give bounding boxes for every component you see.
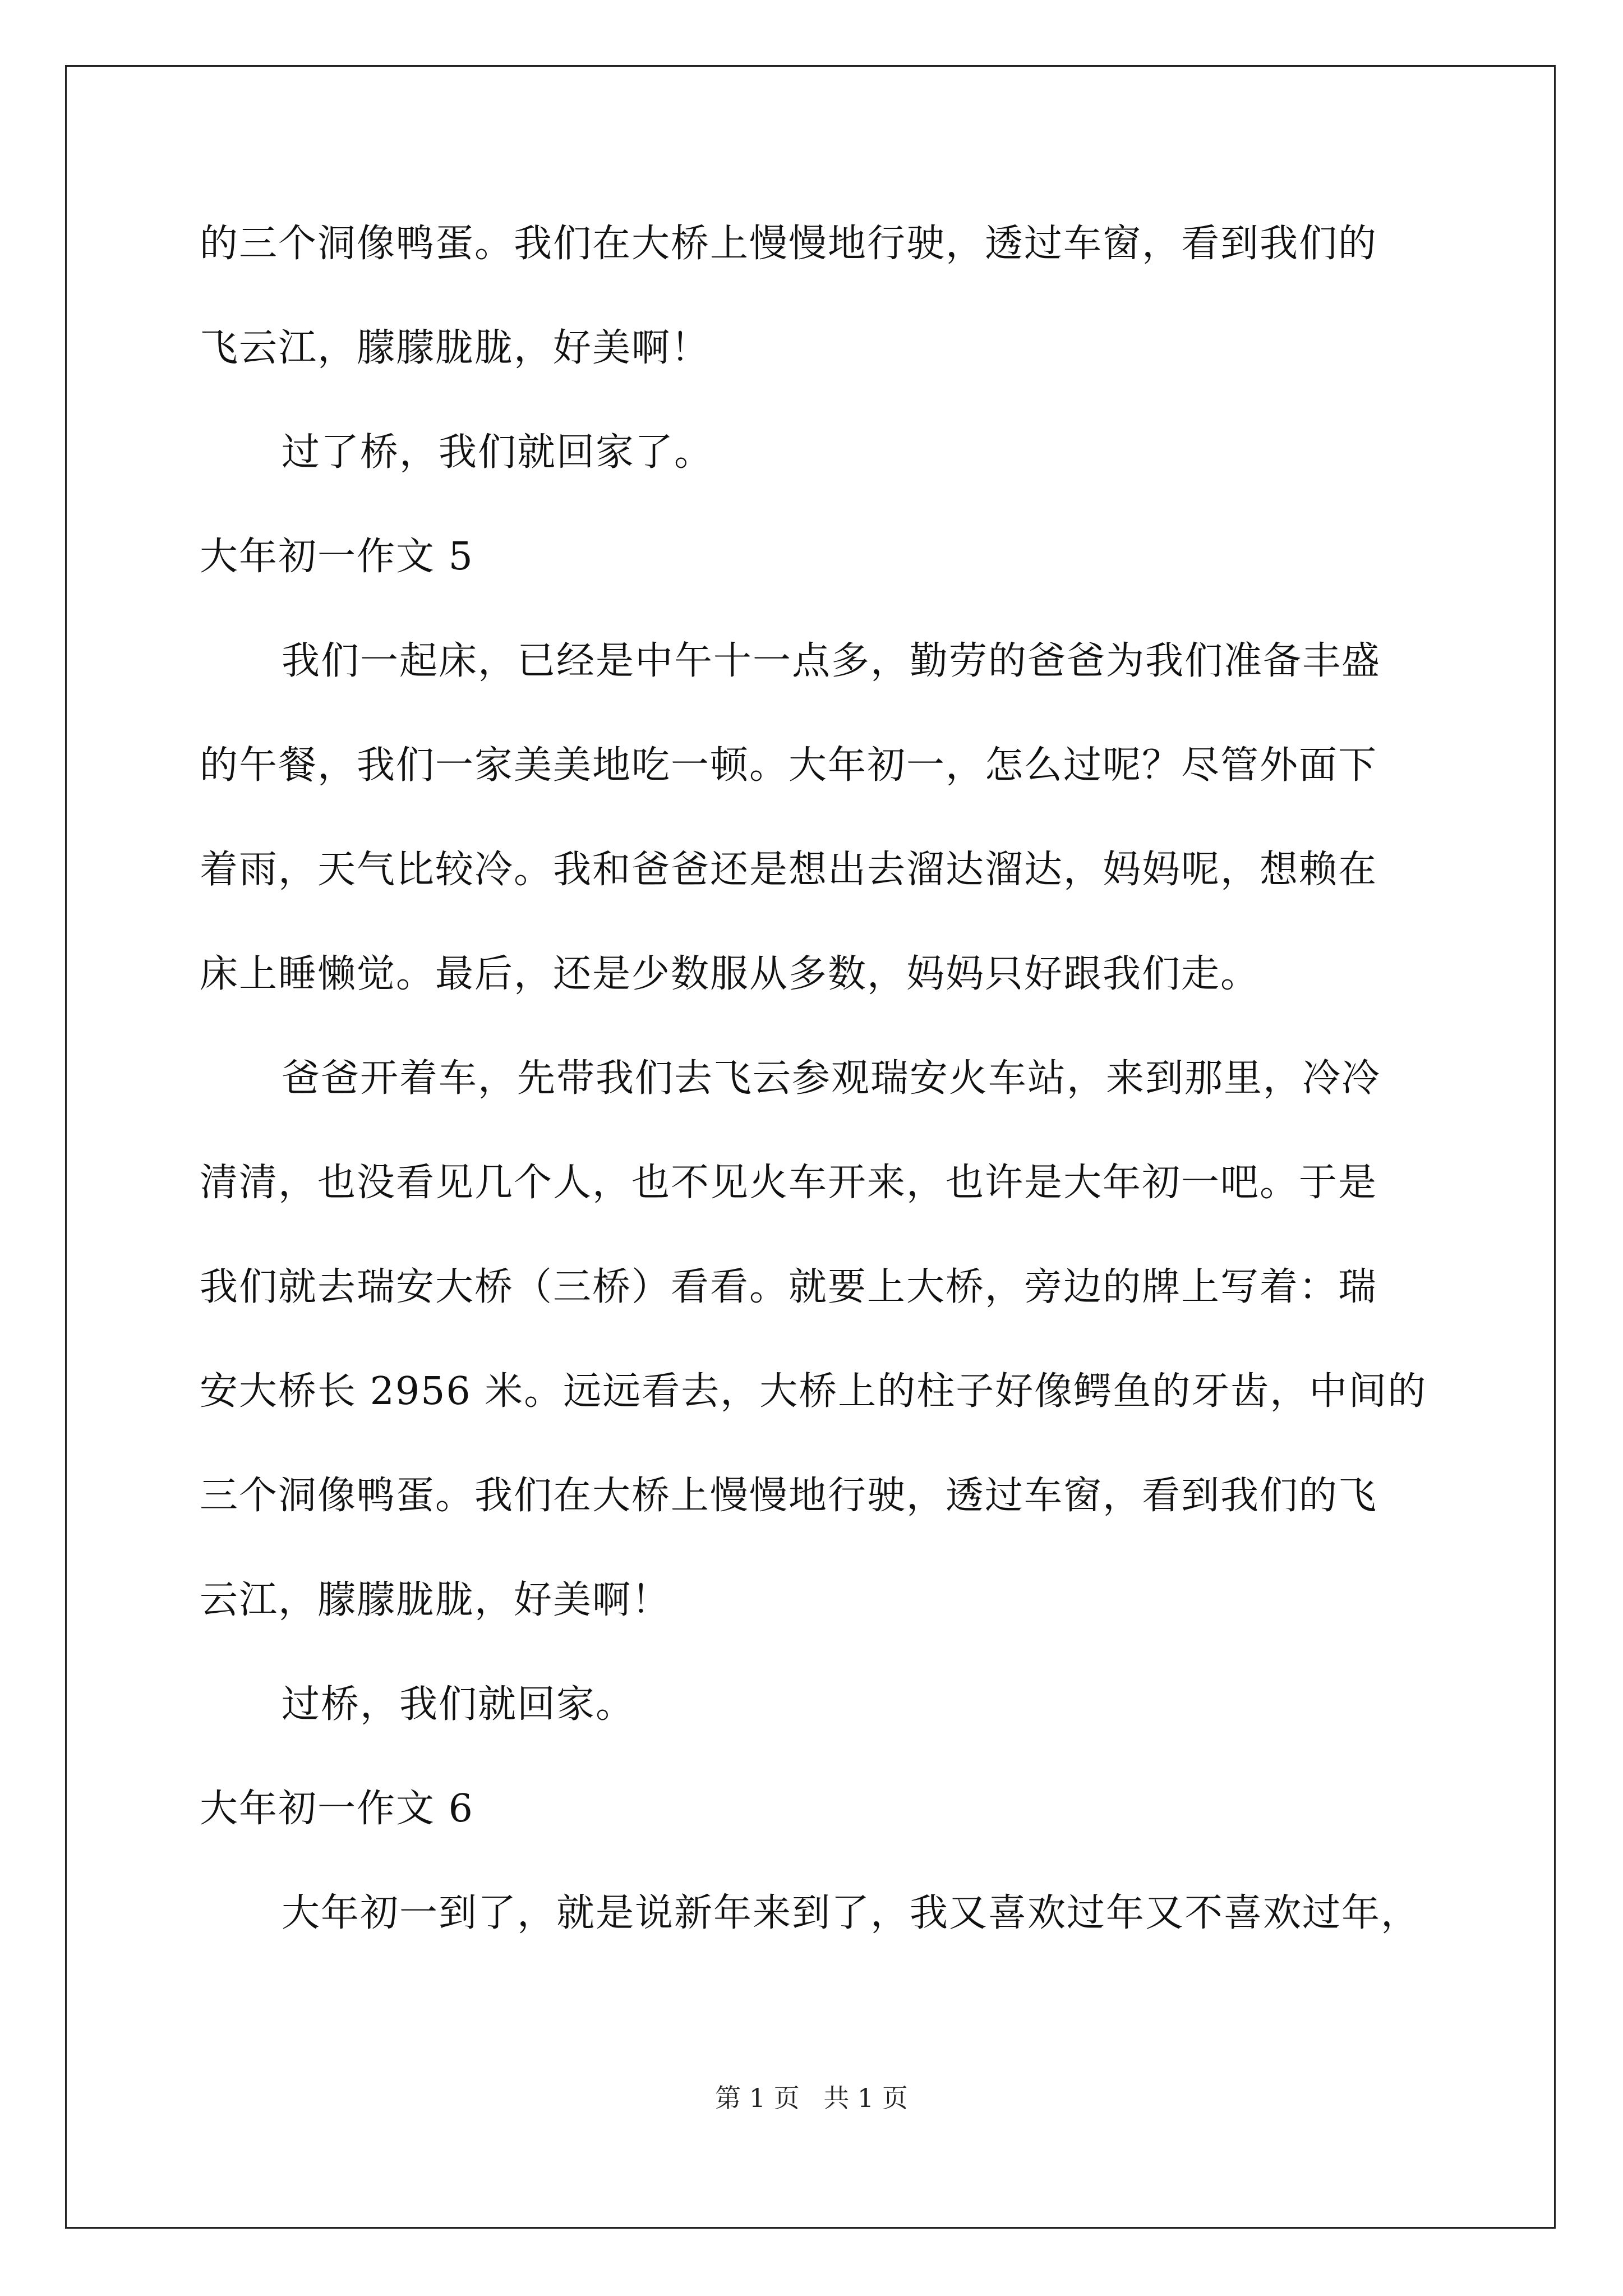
text-line: 安大桥长 2956 米。远远看去，大桥上的柱子好像鳄鱼的牙齿，中间的 <box>200 1369 1427 1414</box>
section-heading: 大年初一作文 5 <box>200 535 474 579</box>
text-line: 清清，也没看见几个人，也不见火车开来，也许是大年初一吧。于是 <box>200 1161 1378 1205</box>
page-number: 第 1 页 <box>715 2083 800 2113</box>
text-line: 爸爸开着车，先带我们去飞云参观瑞安火车站，来到那里，冷冷 <box>282 1056 1381 1101</box>
text-line: 我们就去瑞安大桥（三桥）看看。就要上大桥，旁边的牌上写着：瑞 <box>200 1265 1378 1309</box>
text-line: 三个洞像鸭蛋。我们在大桥上慢慢地行驶，透过车窗，看到我们的飞 <box>200 1474 1378 1518</box>
text-line: 的午餐，我们一家美美地吃一顿。大年初一，怎么过呢？尽管外面下 <box>200 743 1378 788</box>
text-line: 我们一起床，已经是中午十一点多，勤劳的爸爸为我们准备丰盛 <box>282 639 1381 683</box>
page-total: 共 1 页 <box>823 2083 908 2113</box>
text-line: 床上睡懒觉。最后，还是少数服从多数，妈妈只好跟我们走。 <box>200 952 1260 996</box>
page-footer <box>0 2082 1623 2114</box>
text-line: 着雨，天气比较冷。我和爸爸还是想出去溜达溜达，妈妈呢，想赖在 <box>200 848 1378 892</box>
text-line: 过桥，我们就回家。 <box>282 1682 635 1727</box>
section-heading: 大年初一作文 6 <box>200 1787 474 1831</box>
text-line: 大年初一到了，就是说新年来到了，我又喜欢过年又不喜欢过年， <box>282 1891 1421 1935</box>
text-line: 过了桥，我们就回家了。 <box>282 430 714 475</box>
text-line: 飞云江，朦朦胧胧，好美啊！ <box>200 326 711 370</box>
text-line: 的三个洞像鸭蛋。我们在大桥上慢慢地行驶，透过车窗，看到我们的 <box>200 222 1378 266</box>
text-line: 云江，朦朦胧胧，好美啊！ <box>200 1578 671 1622</box>
